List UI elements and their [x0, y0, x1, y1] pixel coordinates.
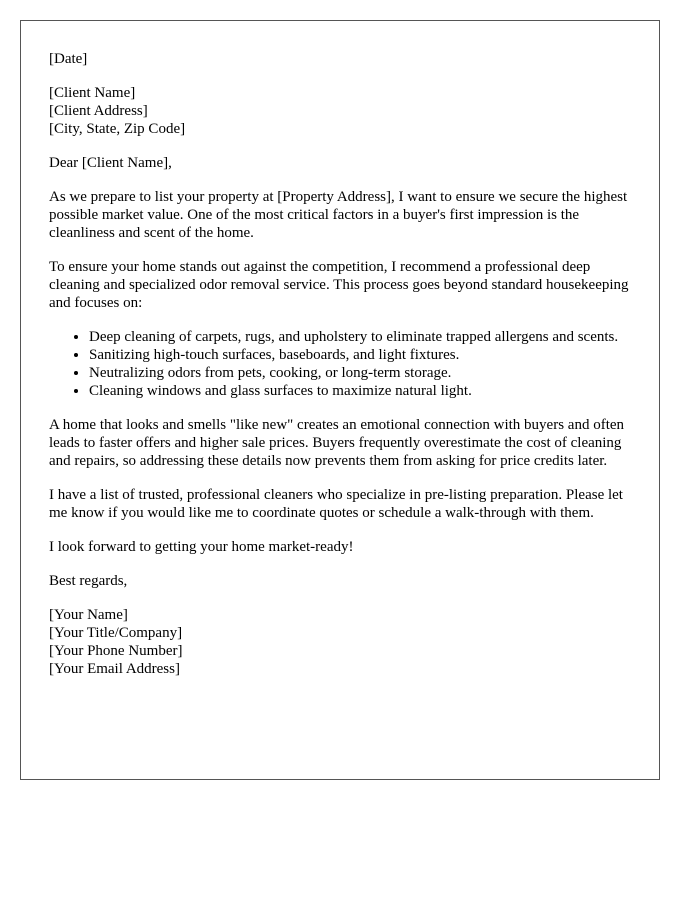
paragraph-text: I have a list of trusted, professional cleaners who specialize in pre-listing preparation. Please let me know if you would like me to coordinate quotes or schedule a walk-through with them.: [49, 487, 623, 521]
salutation: Dear [Client Name],: [49, 155, 172, 171]
sign-off: Best regards,: [49, 573, 128, 589]
date-block: [49, 50, 631, 68]
recipient-address-block: [49, 84, 631, 138]
paragraph-text: As we prepare to list your property at [Property Address], I want to ensure we secure the highest possible market value. One of the most critical factors in a buyer's first impression is the cleanliness and scent of the home.: [49, 189, 628, 241]
service-list-item: • Neutralizing odors from pets, cooking, or long-term storage.: [89, 364, 631, 382]
recipient-city-state-zip: [City, State, Zip Code]: [49, 121, 186, 137]
sign-off-block: [49, 572, 631, 590]
paragraph-recommendation: [49, 258, 631, 312]
paragraph-cleaners-offer: [49, 486, 631, 522]
recipient-name: [Client Name]: [49, 85, 136, 101]
service-list-item: • Cleaning windows and glass surfaces to maximize natural light.: [89, 382, 631, 400]
paragraph-text: I look forward to getting your home market-ready!: [49, 539, 354, 555]
paragraph-emotional-connection: [49, 416, 631, 470]
signature-block: [49, 606, 631, 678]
paragraph-closing-remark: [49, 538, 631, 556]
salutation-block: [49, 154, 631, 172]
service-list: [49, 328, 631, 400]
sender-phone: [Your Phone Number]: [49, 643, 183, 659]
letter-date: [Date]: [49, 51, 88, 67]
sender-email: [Your Email Address]: [49, 661, 180, 677]
recipient-address: [Client Address]: [49, 103, 148, 119]
letter-page: [20, 20, 660, 780]
paragraph-text: A home that looks and smells "like new" creates an emotional connection with buyers and often leads to faster offers and higher sale prices. Buyers frequently overestimate the cost of cleaning and repairs, so addressing these details now prevents them from asking for price credits later.: [49, 417, 625, 469]
sender-title-company: [Your Title/Company]: [49, 625, 183, 641]
service-list-item: • Deep cleaning of carpets, rugs, and upholstery to eliminate trapped allergens and scents.: [89, 328, 631, 346]
service-list-item: • Sanitizing high-touch surfaces, baseboards, and light fixtures.: [89, 346, 631, 364]
paragraph-intro: [49, 188, 631, 242]
paragraph-text: To ensure your home stands out against the competition, I recommend a professional deep cleaning and specialized odor removal service. This process goes beyond standard housekeeping and focuses on:: [49, 259, 629, 311]
sender-name: [Your Name]: [49, 607, 128, 623]
